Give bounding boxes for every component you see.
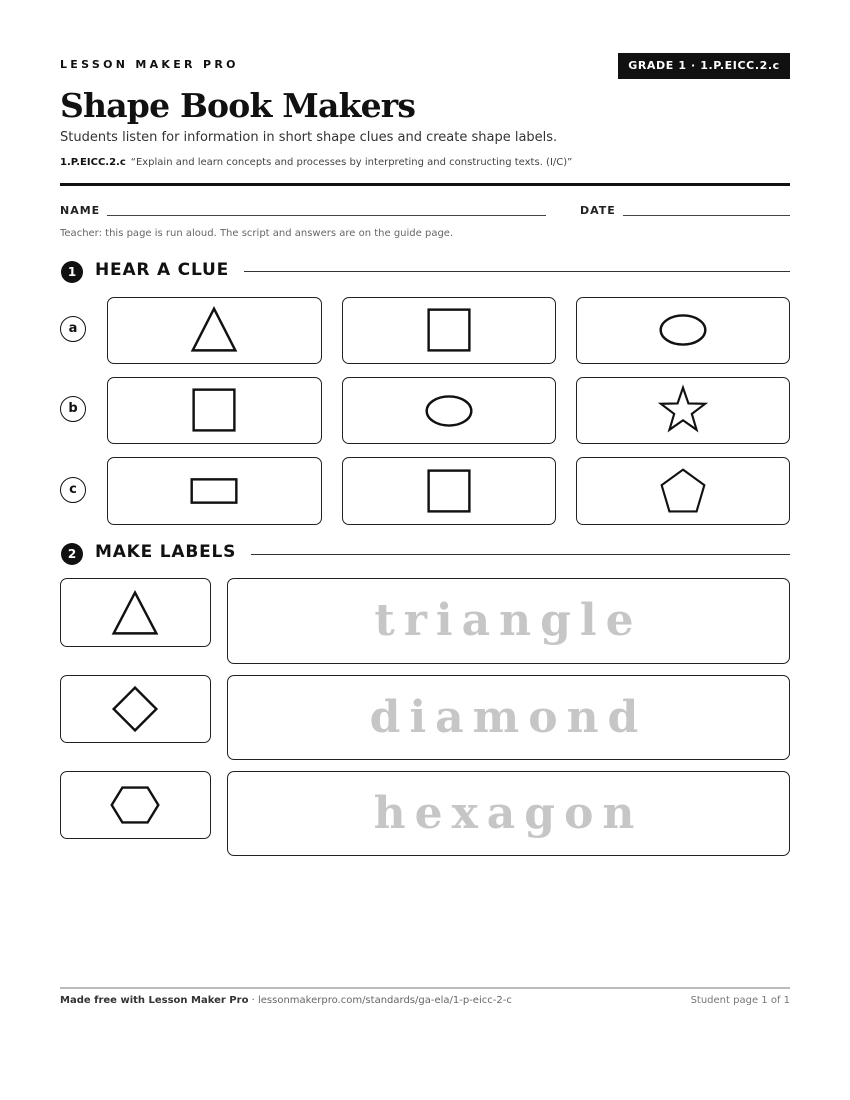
trace-word-triangle: triangle bbox=[374, 595, 643, 646]
label-shape-card-2 bbox=[60, 675, 211, 743]
section1-divider bbox=[244, 271, 790, 272]
oval-icon bbox=[343, 378, 555, 443]
triangle-icon bbox=[61, 579, 210, 646]
teacher-note: Teacher: this page is run aloud. The script and answers are on the guide page. bbox=[60, 228, 454, 239]
standard-line bbox=[60, 157, 572, 168]
section2-divider bbox=[251, 554, 790, 555]
shape-choice-b2[interactable] bbox=[342, 377, 556, 444]
standard-code: 1.P.EICC.2.c bbox=[60, 157, 126, 168]
footer-url[interactable]: · lessonmakerpro.com/standards/ga-ela/1-p-eicc-2-c bbox=[248, 995, 512, 1006]
footer-made-with: Made free with Lesson Maker Pro bbox=[60, 995, 249, 1006]
shape-choice-c2[interactable] bbox=[342, 457, 556, 525]
square-icon bbox=[343, 298, 555, 363]
trace-word-diamond: diamond bbox=[369, 692, 648, 743]
shape-choice-c1[interactable] bbox=[107, 457, 322, 525]
label-write-box-3[interactable] bbox=[227, 771, 790, 856]
star-icon bbox=[577, 378, 789, 443]
section1-title: HEAR A CLUE bbox=[95, 260, 230, 280]
row-letter-b: b bbox=[60, 396, 86, 422]
shape-choice-c3[interactable] bbox=[576, 457, 790, 525]
square-icon bbox=[108, 378, 321, 443]
section2-title: MAKE LABELS bbox=[95, 542, 237, 562]
label-write-box-1[interactable] bbox=[227, 578, 790, 664]
footer-credit bbox=[60, 995, 512, 1006]
row-letter-c: c bbox=[60, 477, 86, 503]
label-write-box-2[interactable] bbox=[227, 675, 790, 760]
footer-page-number: Student page 1 of 1 bbox=[690, 995, 790, 1006]
header-divider bbox=[60, 183, 790, 186]
label-shape-card-1 bbox=[60, 578, 211, 647]
brand-name: LESSON MAKER PRO bbox=[60, 58, 239, 71]
grade-badge: GRADE 1 · 1.P.EICC.2.c bbox=[618, 53, 790, 79]
shape-choice-b1[interactable] bbox=[107, 377, 322, 444]
oval-icon bbox=[577, 298, 789, 363]
section2-number: 2 bbox=[61, 543, 83, 565]
page-title: Shape Book Makers bbox=[60, 86, 416, 125]
pentagon-icon bbox=[577, 458, 789, 524]
label-shape-card-3 bbox=[60, 771, 211, 839]
name-label: NAME bbox=[60, 204, 101, 217]
date-field[interactable] bbox=[623, 215, 790, 216]
name-field[interactable] bbox=[107, 215, 546, 216]
standard-text: “Explain and learn concepts and processes by interpreting and constructing texts. (I/C)” bbox=[130, 157, 573, 168]
shape-choice-a3[interactable] bbox=[576, 297, 790, 364]
hexagon-icon bbox=[61, 772, 210, 838]
date-label: DATE bbox=[580, 204, 616, 217]
square-icon bbox=[343, 458, 555, 524]
rectangle-icon bbox=[108, 458, 321, 524]
shape-choice-a1[interactable] bbox=[107, 297, 322, 364]
diamond-icon bbox=[61, 676, 210, 742]
triangle-icon bbox=[108, 298, 321, 363]
shape-choice-a2[interactable] bbox=[342, 297, 556, 364]
page-subtitle: Students listen for information in short shape clues and create shape labels. bbox=[60, 130, 558, 145]
row-letter-a: a bbox=[60, 316, 86, 342]
footer-divider bbox=[60, 987, 790, 989]
section1-number: 1 bbox=[61, 261, 83, 283]
trace-word-hexagon: hexagon bbox=[373, 788, 644, 839]
shape-choice-b3[interactable] bbox=[576, 377, 790, 444]
